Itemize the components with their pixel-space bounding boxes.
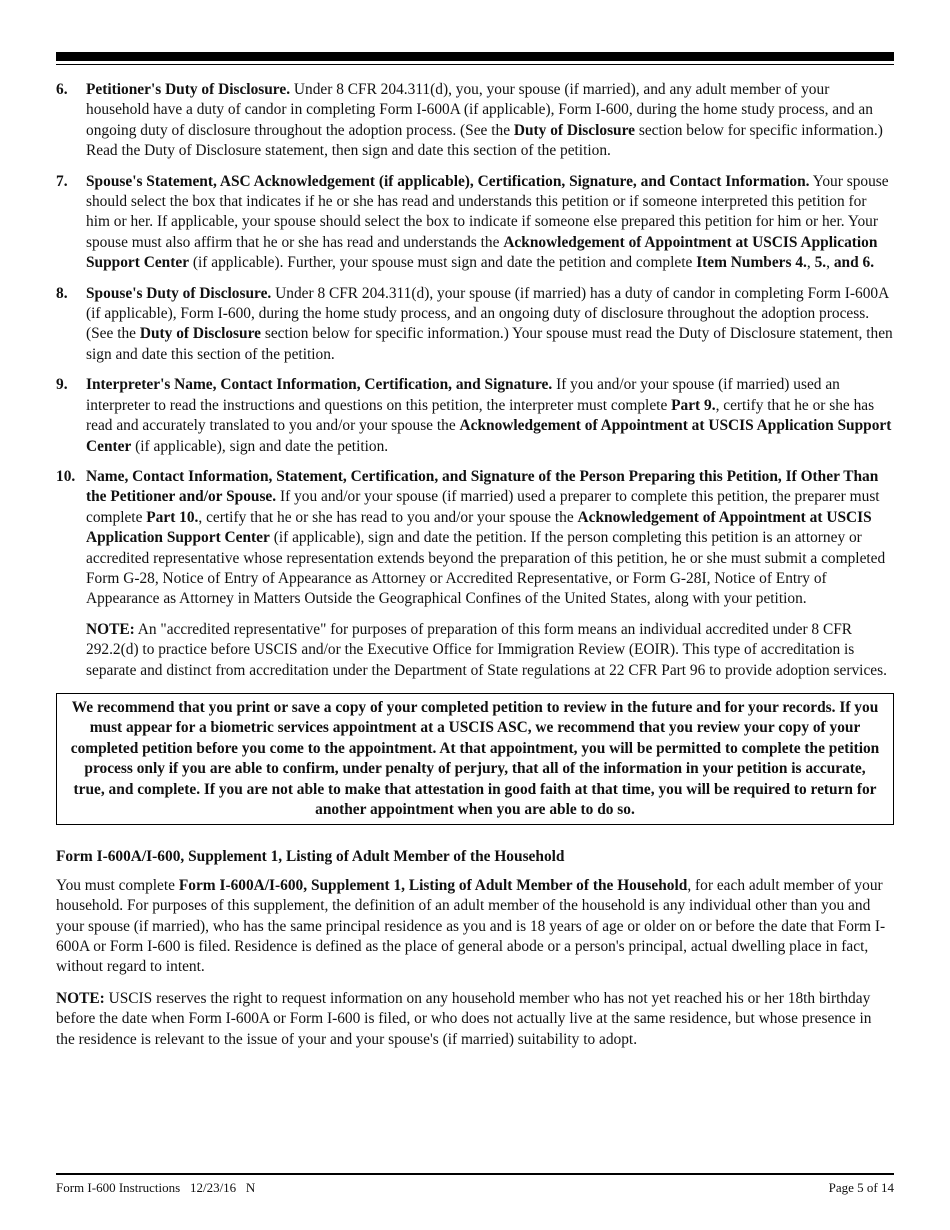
instruction-item (56, 375, 894, 457)
header-thin-rule (56, 64, 894, 65)
item-body (86, 172, 894, 274)
item-text: If you and/or your spouse (if married) used an interpreter to read the instructions and questions on this petition, the interpreter must complete (86, 376, 840, 414)
item-text: Under 8 CFR 204.311(d), your spouse (if married) has a duty of candor in completing Form I-600A (if applicable), Form I-600, during the home study process, and an ongoing duty of disclosure throughout the adoption process. (See the (86, 284, 889, 343)
instruction-item (56, 80, 894, 162)
supplement-para-start: You must complete (56, 876, 179, 894)
item-number: 7. (56, 172, 68, 190)
supplement-paragraph (56, 876, 894, 978)
item-bold-text: Name, Contact Information, Statement, Certification, and Signature of the Person Preparing this Petition, If Other Than the Petitioner and/or Spouse. (86, 467, 879, 506)
item-body (86, 284, 894, 366)
item-bold-text: Acknowledgement of Appointment at USCIS Application Support Center (86, 233, 878, 272)
item-bold-text: Part 10. (146, 508, 199, 526)
item-number: 10. (56, 467, 76, 485)
item-text: If you and/or your spouse (if married) used a preparer to complete this petition, the preparer must complete (86, 488, 880, 526)
item-text: (if applicable), sign and date the petition. (131, 437, 389, 455)
item-text: section below for specific information.) Your spouse must read the Duty of Disclosure statement, then sign and date this section of the petition. (86, 325, 893, 363)
supplement-para-bold: Form I-600A/I-600, Supplement 1, Listing of Adult Member of the Household (178, 876, 688, 894)
item-text: Your spouse should select the box that indicates if he or she has read and understands this petition or if someone interpreted this petition for him or her. If applicable, your spouse should select the box to indicate if someone else prepared this petition for him or her. Your spouse must also affirm that he or she has read and understands the (86, 172, 889, 251)
item-body (86, 375, 894, 457)
item-bold-text: Part 9. (671, 396, 716, 414)
item-text: , (806, 254, 815, 272)
item-bold-text: Duty of Disclosure (513, 121, 636, 139)
item-bold-text: 5. (814, 254, 827, 272)
item-bold-text: Interpreter's Name, Contact Information, Certification, and Signature. (86, 376, 553, 394)
supplement-note-label: NOTE: (56, 989, 105, 1007)
supplement-note-text: USCIS reserves the right to request information on any household member who has not yet reached his or her 18th birthday before the date when Form I-600A or Form I-600 is filed, or who does not actually live at the same residence, but whose presence in the residence is relevant to the issue of your and your spouse's (if married) suitability to adopt. (56, 989, 872, 1048)
item-text: , (826, 254, 834, 272)
item-text: section below for specific information.) Read the Duty of Disclosure statement, then sign and date this section of the petition. (86, 121, 883, 160)
item-text: (if applicable). Further, your spouse must sign and date the petition and complete (189, 254, 697, 272)
item-text: , certify that he or she has read and accurately translated to you and/or your spouse the (86, 396, 875, 435)
item-number: 6. (56, 81, 68, 98)
recommendation-box: We recommend that you print or save a copy of your completed petition to review in the future and for your records. If you must appear for a biometric services appointment at a USCIS ASC, we recommend that you review your copy of your completed petition before you come to the appointment. At that appointment, you will be permitted to complete the petition process only if you are able to confirm, under penalty of perjury, that all of the information in your petition is accurate, true, and complete. If you are not able to make that attestation in good faith at that time, you will be required to return for another appointment when you are able to do so. (56, 693, 894, 825)
item-text: (if applicable), sign and date the petition. If the person completing this petition is an attorney or accredited representative whose representation extends beyond the preparation of this petition, he or she must submit a completed Form G-28, Notice of Entry of Appearance as Attorney or Accredited Representative, or Form G-28I, Notice of Entry of Appearance as Attorney in Matters Outside the Geographical Confines of the United States, along with your petition. (86, 529, 886, 608)
item-bold-text: Acknowledgement of Appointment at USCIS Application Support Center (86, 508, 872, 547)
item-bold-text: Spouse's Statement, ASC Acknowledgement (if applicable), Certification, Signature, and Contact Information. (86, 172, 810, 190)
item-bold-text: Petitioner's Duty of Disclosure. (86, 81, 291, 98)
item-body (86, 467, 894, 610)
item-bold-text: Acknowledgement of Appointment at USCIS Application Support Center (86, 417, 892, 455)
item-bold-text: Spouse's Duty of Disclosure. (86, 284, 272, 302)
supplement-note (56, 989, 894, 1050)
item-bold-text: Duty of Disclosure (139, 325, 261, 343)
item-body (86, 80, 894, 162)
supplement-para-end: , for each adult member of your household. For purposes of this supplement, the definition of an adult member of the household is any individual other than you and your spouse (if married), who has the same principal residence as you and is 18 years of age or older on or before the date that Form I-600A or Form I-600 is filed. Residence is defined as the place of general abode or a person's principal, actual dwelling place in fact, without regard to intent. (56, 876, 886, 976)
supplement-heading: Form I-600A/I-600, Supplement 1, Listing of Adult Member of the Household (56, 848, 565, 866)
item-text: , certify that he or she has read to you and/or your spouse the (198, 508, 578, 526)
instruction-item (56, 467, 894, 610)
footer-page-number: Page 5 of 14 (828, 1180, 894, 1195)
accredited-rep-note (86, 620, 894, 681)
item-number: 8. (56, 284, 68, 302)
item-bold-text: Item Numbers 4. (696, 254, 807, 272)
page-content (56, 80, 894, 1061)
header-thick-rule (56, 52, 894, 61)
item-text: Under 8 CFR 204.311(d), you, your spouse (if married), and any adult member of your household have a duty of candor in completing Form I-600A (if applicable), Form I-600, during the home study process, and an ongoing duty of disclosure throughout the adoption process. (See the (86, 81, 873, 139)
instruction-item (56, 284, 894, 366)
footer-form-id: Form I-600 Instructions 12/23/16 N (56, 1180, 256, 1195)
item-bold-text: and 6. (833, 254, 875, 272)
footer-rule (56, 1173, 894, 1175)
instruction-items (56, 80, 894, 610)
item-number: 9. (56, 376, 68, 394)
instruction-item (56, 172, 894, 274)
note-text: An "accredited representative" for purposes of preparation of this form means an individual accredited under 8 CFR 292.2(d) to practice before USCIS and/or the Executive Office for Immigration Review (EOIR). This type of accreditation is separate and distinct from accreditation under the Department of State regulations at 22 CFR Part 96 to provide adoption services. (86, 620, 887, 679)
note-label: NOTE: (86, 620, 135, 638)
